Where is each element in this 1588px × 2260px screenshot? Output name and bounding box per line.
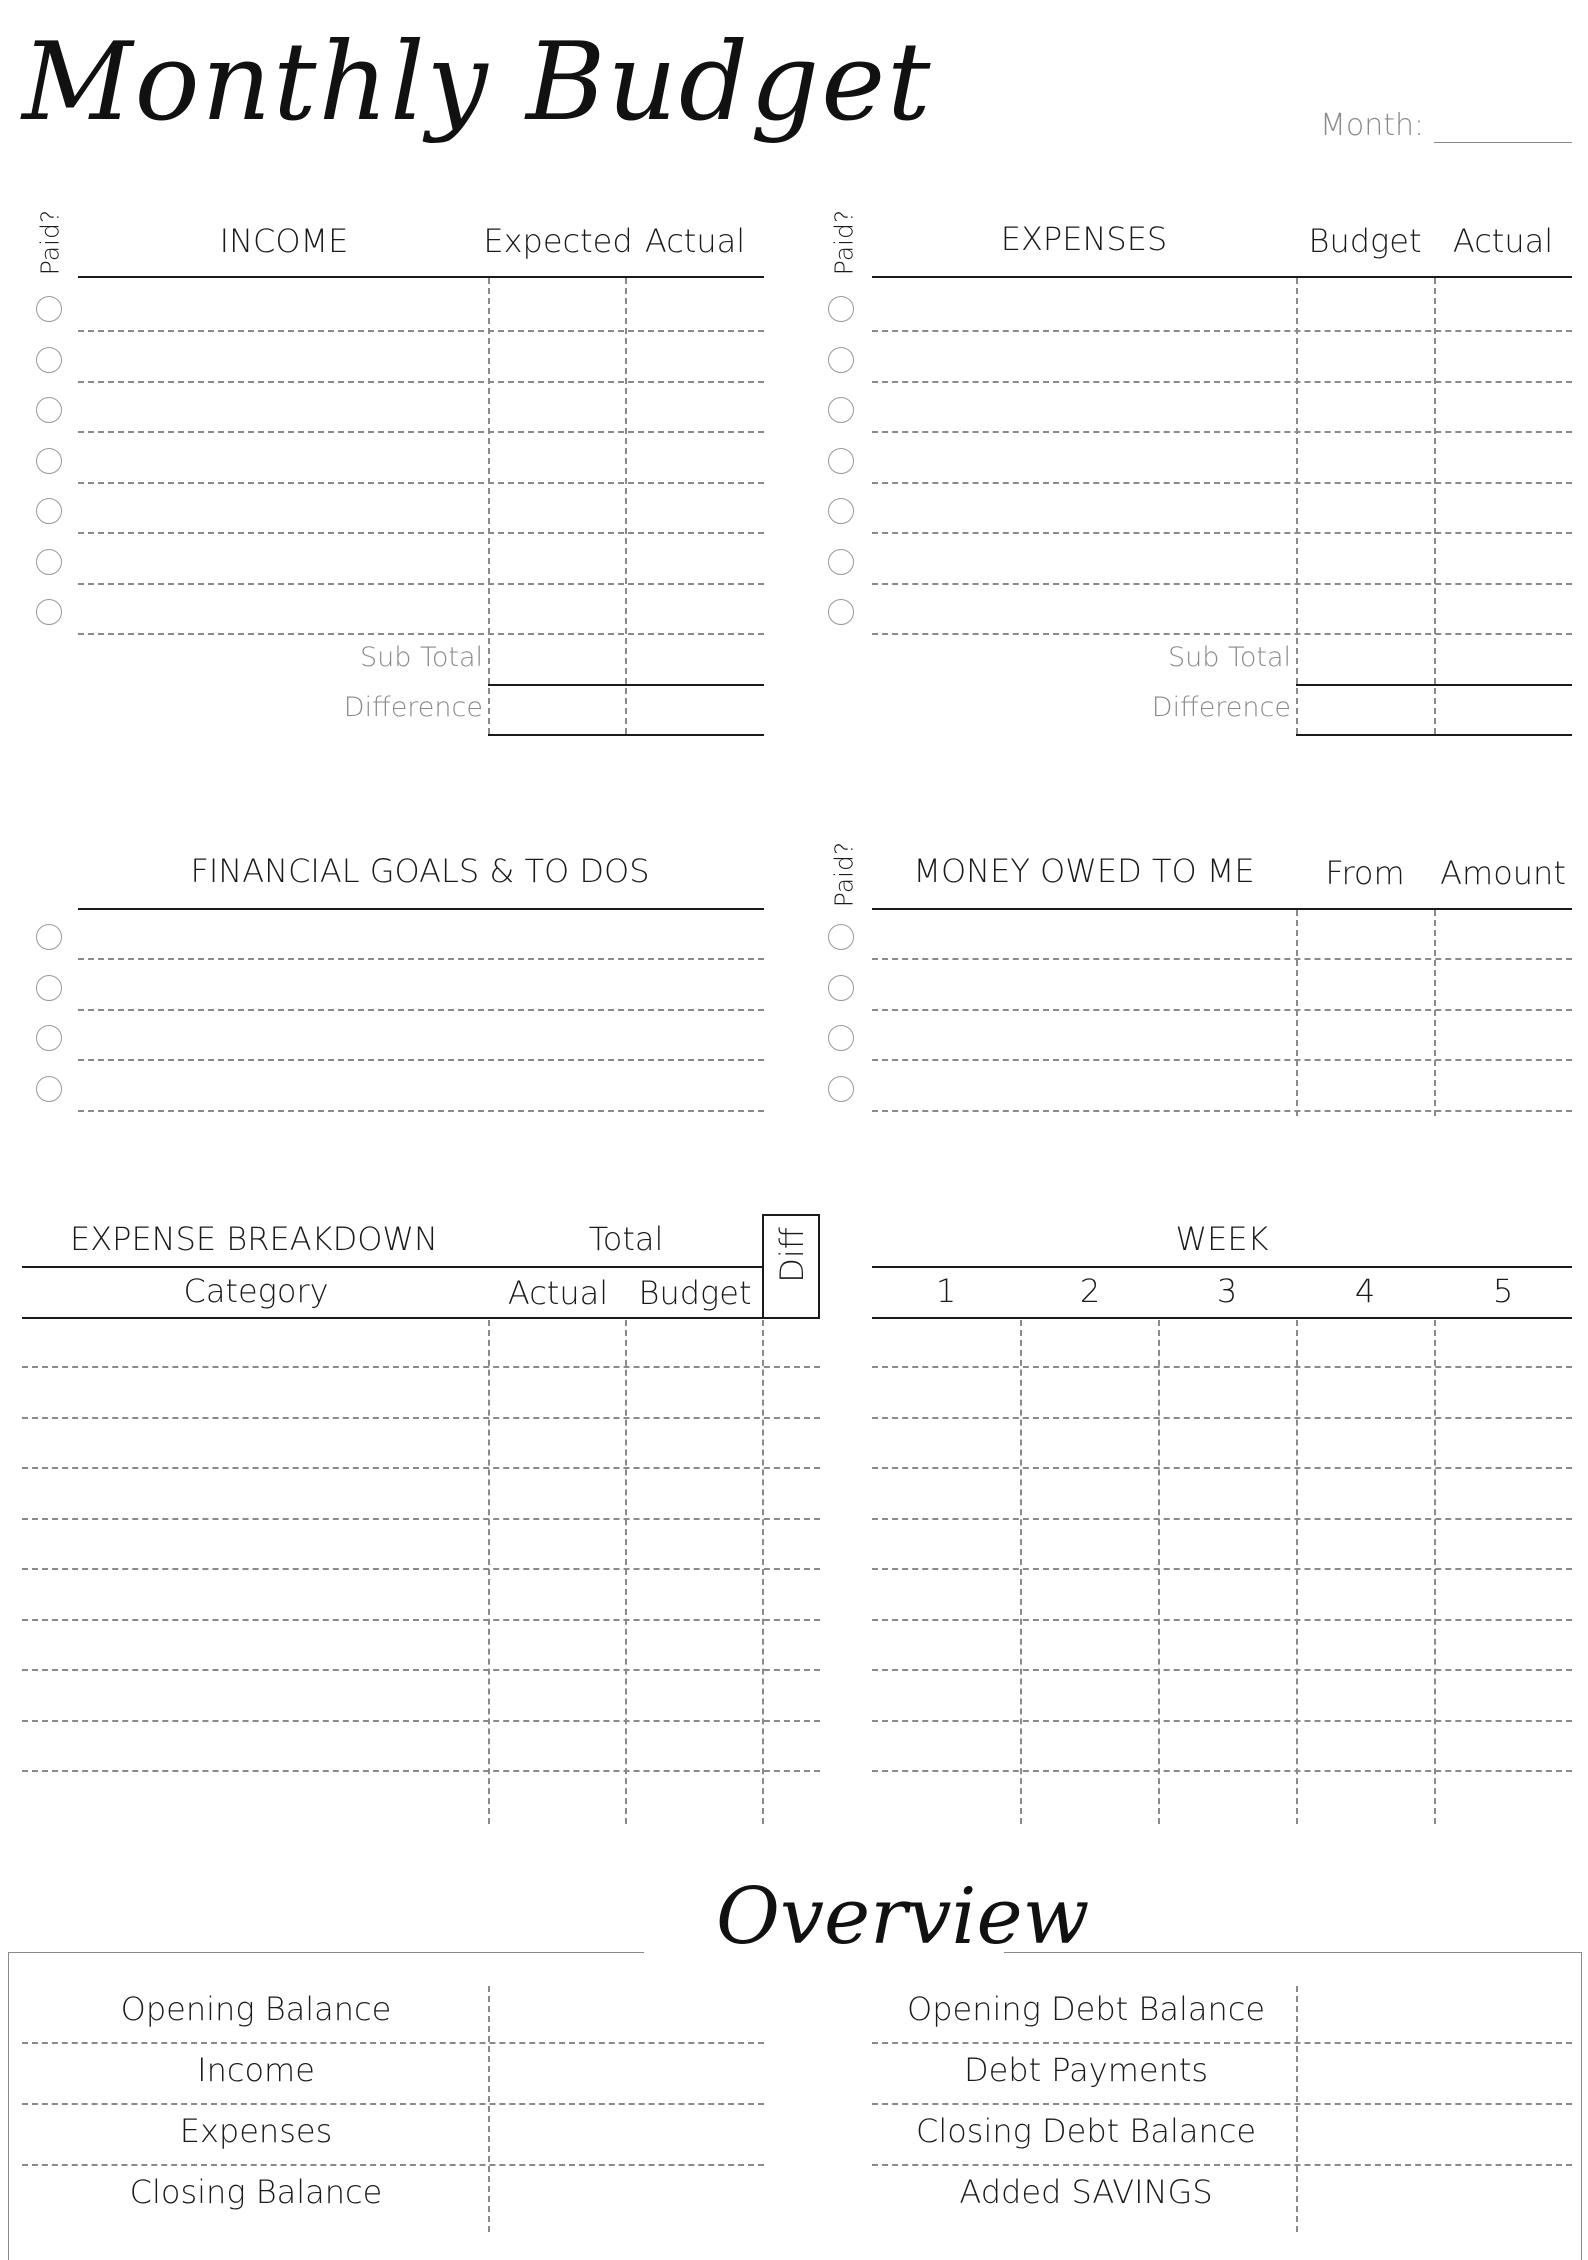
goals-heading: FINANCIAL GOALS & TO DOS bbox=[190, 852, 650, 890]
income-row-line bbox=[78, 583, 764, 585]
income-paid-label: Paid? bbox=[35, 209, 65, 276]
income-subtotal-label: Sub Total bbox=[359, 642, 483, 673]
expenses-difference-line[interactable] bbox=[1296, 734, 1572, 736]
breakdown-entry[interactable] bbox=[22, 1572, 820, 1617]
month-field bbox=[1320, 108, 1572, 143]
income-col-divider bbox=[488, 278, 490, 734]
income-subtotal-line[interactable] bbox=[488, 684, 764, 686]
breakdown-row-line bbox=[22, 1366, 820, 1368]
breakdown-row-line bbox=[22, 1669, 820, 1671]
overview-left-values[interactable] bbox=[490, 1986, 764, 2232]
month-blank[interactable] bbox=[1434, 114, 1572, 143]
breakdown-col-divider bbox=[488, 1320, 490, 1824]
expenses-paid-label: Paid? bbox=[829, 209, 859, 276]
week-entry[interactable] bbox=[872, 1421, 1572, 1466]
paid-checkbox[interactable] bbox=[36, 498, 62, 524]
owed-entry[interactable] bbox=[872, 962, 1572, 1007]
breakdown-entry[interactable] bbox=[22, 1724, 820, 1769]
breakdown-heading: EXPENSE BREAKDOWN bbox=[70, 1220, 438, 1258]
breakdown-col-divider bbox=[625, 1320, 627, 1824]
breakdown-row-line bbox=[22, 1467, 820, 1469]
goal-row-line bbox=[78, 1009, 764, 1011]
week-col-divider bbox=[1158, 1320, 1160, 1824]
week-entry[interactable] bbox=[872, 1471, 1572, 1516]
breakdown-row-line bbox=[22, 1720, 820, 1722]
expenses-subtotal-line[interactable] bbox=[1296, 684, 1572, 686]
expense-row-line bbox=[872, 381, 1572, 383]
page-title: Monthly Budget bbox=[22, 20, 933, 145]
week-row-line bbox=[872, 1720, 1572, 1722]
overview-title: Overview bbox=[716, 1872, 1090, 1962]
week-number: 3 bbox=[1216, 1272, 1238, 1310]
breakdown-col-category: Category bbox=[183, 1272, 329, 1310]
breakdown-row-line bbox=[22, 1518, 820, 1520]
week-row-line bbox=[872, 1417, 1572, 1419]
expense-row-line bbox=[872, 431, 1572, 433]
owed-row-line bbox=[872, 958, 1572, 960]
income-entry[interactable] bbox=[78, 587, 764, 632]
expenses-col-budget: Budget bbox=[1308, 222, 1422, 260]
paid-checkbox[interactable] bbox=[36, 549, 62, 575]
expense-entry[interactable] bbox=[872, 284, 1572, 329]
overview-left-label: Expenses bbox=[179, 2112, 333, 2150]
week-col-divider bbox=[1020, 1320, 1022, 1824]
week-entry[interactable] bbox=[872, 1724, 1572, 1769]
owed-entry[interactable] bbox=[872, 1013, 1572, 1058]
income-entry[interactable] bbox=[78, 486, 764, 531]
owed-col-divider bbox=[1296, 910, 1298, 1116]
breakdown-mid-rule bbox=[22, 1266, 764, 1268]
expenses-col-divider bbox=[1296, 278, 1298, 734]
breakdown-entry[interactable] bbox=[22, 1673, 820, 1718]
expenses-col-actual: Actual bbox=[1452, 222, 1554, 260]
goal-checkbox[interactable] bbox=[36, 1076, 62, 1102]
goals-header-rule bbox=[78, 908, 764, 910]
breakdown-row-line bbox=[22, 1417, 820, 1419]
paid-checkbox[interactable] bbox=[828, 448, 854, 474]
goal-entry[interactable] bbox=[78, 912, 764, 957]
paid-checkbox[interactable] bbox=[828, 599, 854, 625]
breakdown-diff-border bbox=[818, 1214, 820, 1319]
income-entry[interactable] bbox=[78, 536, 764, 581]
owed-header-rule bbox=[872, 908, 1572, 910]
income-difference-line[interactable] bbox=[488, 734, 764, 736]
week-mid-rule bbox=[872, 1266, 1572, 1268]
paid-checkbox[interactable] bbox=[828, 1025, 854, 1051]
expense-entry[interactable] bbox=[872, 486, 1572, 531]
income-col-actual: Actual bbox=[644, 222, 746, 260]
expenses-heading: EXPENSES bbox=[1000, 220, 1168, 258]
expense-entry[interactable] bbox=[872, 587, 1572, 632]
week-row-line bbox=[872, 1366, 1572, 1368]
expense-row-line bbox=[872, 583, 1572, 585]
breakdown-col-divider bbox=[762, 1320, 764, 1824]
expense-entry[interactable] bbox=[872, 536, 1572, 581]
overview-right-label: Debt Payments bbox=[963, 2051, 1209, 2089]
week-number: 4 bbox=[1354, 1272, 1376, 1310]
owed-heading: MONEY OWED TO ME bbox=[913, 852, 1255, 890]
overview-left-label: Closing Balance bbox=[129, 2173, 383, 2211]
breakdown-diff-top bbox=[762, 1214, 820, 1216]
breakdown-total-heading: Total bbox=[588, 1220, 664, 1258]
income-difference-label: Difference bbox=[343, 692, 483, 723]
breakdown-diff-border bbox=[762, 1214, 764, 1319]
breakdown-row-line bbox=[22, 1770, 820, 1772]
week-entry[interactable] bbox=[872, 1320, 1572, 1365]
income-header-rule bbox=[78, 276, 764, 278]
week-row-line bbox=[872, 1669, 1572, 1671]
expenses-subtotal-label: Sub Total bbox=[1167, 642, 1291, 673]
expense-row-line bbox=[872, 482, 1572, 484]
overview-right-label: Added SAVINGS bbox=[959, 2173, 1213, 2211]
income-row-line bbox=[78, 381, 764, 383]
week-heading: WEEK bbox=[1175, 1220, 1269, 1258]
breakdown-entry[interactable] bbox=[22, 1623, 820, 1668]
owed-entry[interactable] bbox=[872, 1063, 1572, 1108]
breakdown-entry[interactable] bbox=[22, 1471, 820, 1516]
goal-checkbox[interactable] bbox=[36, 1025, 62, 1051]
goal-checkbox[interactable] bbox=[36, 924, 62, 950]
income-entry[interactable] bbox=[78, 284, 764, 329]
week-number: 2 bbox=[1079, 1272, 1101, 1310]
month-label: Month: bbox=[1320, 108, 1425, 143]
paid-checkbox[interactable] bbox=[36, 347, 62, 373]
week-col-divider bbox=[1434, 1320, 1436, 1824]
overview-left-label: Income bbox=[197, 2051, 315, 2089]
goal-row-line bbox=[78, 1110, 764, 1112]
breakdown-col-actual: Actual bbox=[507, 1274, 609, 1312]
week-row-line bbox=[872, 1568, 1572, 1570]
owed-row-line bbox=[872, 1009, 1572, 1011]
week-number: 5 bbox=[1492, 1272, 1514, 1310]
income-entry[interactable] bbox=[78, 385, 764, 430]
week-entry[interactable] bbox=[872, 1370, 1572, 1415]
paid-checkbox[interactable] bbox=[828, 975, 854, 1001]
paid-checkbox[interactable] bbox=[828, 498, 854, 524]
expenses-difference-label: Difference bbox=[1151, 692, 1291, 723]
overview-left-label: Opening Balance bbox=[120, 1990, 392, 2028]
breakdown-entry[interactable] bbox=[22, 1320, 820, 1365]
goal-entry[interactable] bbox=[78, 962, 764, 1007]
income-row-line bbox=[78, 330, 764, 332]
goal-row-line bbox=[78, 958, 764, 960]
income-row-line bbox=[78, 482, 764, 484]
paid-checkbox[interactable] bbox=[36, 448, 62, 474]
week-row-line bbox=[872, 1770, 1572, 1772]
expense-row-line bbox=[872, 532, 1572, 534]
owed-col-from: From bbox=[1325, 854, 1405, 892]
week-entry[interactable] bbox=[872, 1572, 1572, 1617]
breakdown-entry[interactable] bbox=[22, 1421, 820, 1466]
overview-right-values[interactable] bbox=[1298, 1986, 1572, 2232]
breakdown-row-line bbox=[22, 1619, 820, 1621]
paid-checkbox[interactable] bbox=[828, 347, 854, 373]
goal-entry[interactable] bbox=[78, 1013, 764, 1058]
paid-checkbox[interactable] bbox=[828, 549, 854, 575]
week-row-line bbox=[872, 1467, 1572, 1469]
expense-entry[interactable] bbox=[872, 334, 1572, 379]
paid-checkbox[interactable] bbox=[828, 1076, 854, 1102]
expenses-header-rule bbox=[872, 276, 1572, 278]
week-row-line bbox=[872, 1518, 1572, 1520]
expense-entry[interactable] bbox=[872, 435, 1572, 480]
paid-checkbox[interactable] bbox=[36, 599, 62, 625]
breakdown-row-line bbox=[22, 1568, 820, 1570]
owed-entry[interactable] bbox=[872, 912, 1572, 957]
paid-checkbox[interactable] bbox=[36, 296, 62, 322]
owed-col-divider bbox=[1434, 910, 1436, 1116]
expense-entry[interactable] bbox=[872, 385, 1572, 430]
expense-row-line bbox=[872, 633, 1572, 635]
week-col-divider bbox=[1296, 1320, 1298, 1824]
goal-row-line bbox=[78, 1059, 764, 1061]
overview-right-label: Opening Debt Balance bbox=[907, 1990, 1265, 2028]
expenses-col-divider bbox=[1434, 278, 1436, 734]
week-entry[interactable] bbox=[872, 1623, 1572, 1668]
income-entry[interactable] bbox=[78, 334, 764, 379]
owed-row-line bbox=[872, 1110, 1572, 1112]
income-row-line bbox=[78, 633, 764, 635]
breakdown-col-budget: Budget bbox=[638, 1274, 752, 1312]
expense-row-line bbox=[872, 330, 1572, 332]
income-col-expected: Expected bbox=[483, 222, 633, 260]
week-entry[interactable] bbox=[872, 1522, 1572, 1567]
overview-right-label: Closing Debt Balance bbox=[915, 2112, 1257, 2150]
owed-col-amount: Amount bbox=[1440, 854, 1566, 892]
week-number: 1 bbox=[935, 1272, 957, 1310]
breakdown-entry[interactable] bbox=[22, 1522, 820, 1567]
owed-paid-label: Paid? bbox=[829, 841, 859, 908]
goal-entry[interactable] bbox=[78, 1063, 764, 1108]
income-entry[interactable] bbox=[78, 435, 764, 480]
paid-checkbox[interactable] bbox=[828, 296, 854, 322]
income-heading: INCOME bbox=[219, 222, 349, 260]
week-entry[interactable] bbox=[872, 1673, 1572, 1718]
owed-row-line bbox=[872, 1059, 1572, 1061]
breakdown-entry[interactable] bbox=[22, 1370, 820, 1415]
income-row-line bbox=[78, 532, 764, 534]
income-col-divider bbox=[625, 278, 627, 734]
paid-checkbox[interactable] bbox=[36, 397, 62, 423]
week-row-line bbox=[872, 1619, 1572, 1621]
income-row-line bbox=[78, 431, 764, 433]
breakdown-diff-heading: Diff bbox=[773, 1227, 811, 1283]
goal-checkbox[interactable] bbox=[36, 975, 62, 1001]
paid-checkbox[interactable] bbox=[828, 924, 854, 950]
paid-checkbox[interactable] bbox=[828, 397, 854, 423]
